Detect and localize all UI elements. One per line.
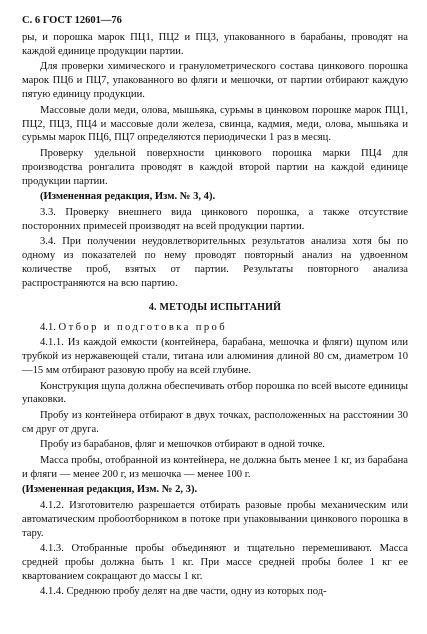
paragraph-drum-sampling: Пробу из барабанов, фляг и мешочков отбирают в одной точке. [40, 439, 325, 451]
paragraph-container-sampling: Пробу из контейнера отбирают в двух точках, расположенных на расстоянии 30 см друг от друга. [22, 409, 408, 435]
paragraph-chemical-check: Для проверки химического и гранулометрического состава цинкового порошка марок ПЦ6 и ПЦ7, упакованного во фляги и мешочки, от партии отбирают каждую пятую единицу продукции. [22, 61, 408, 101]
paragraph-mass-fractions: Массовые доли меди, олова, мышьяка, сурьмы в цинковом порошке марок ПЦ1, ПЦ2, ПЦ3, ПЦ4 и массовые доли железа, свинца, кадмия, меди, олова, мышьяка и сурьмы марок ПЦ6, ПЦ7 определяются периодически 1 раз в месяц. [22, 104, 408, 144]
amendment-note: (Измененная редакция, Изм. № 3, 4). [40, 191, 216, 203]
page-header: С. 6 ГОСТ 12601—76 [22, 15, 122, 26]
subsection-title: Отбор и подготовка проб [58, 321, 228, 333]
paragraph-continuation: ры, и порошка марок ПЦ1, ПЦ2 и ПЦ3, упакованного в барабаны, проводят на каждой единице продукции партии. [22, 31, 408, 57]
paragraph-4-1-4: 4.1.4. Среднюю пробу делят на две части, одну из которых под- [40, 586, 327, 598]
amendment-note-2: (Измененная редакция, Изм. № 2, 3). [22, 484, 198, 496]
section-title: 4. МЕТОДЫ ИСПЫТАНИЙ [148, 301, 282, 313]
paragraph-3-4: 3.4. При получении неудовлетворительных результатов анализа хотя бы по одному из показателей по нему проводят повторный анализ на удвоенном количестве проб, взятых от партии. Результаты повторного анализа распространяются на всю партию. [22, 236, 408, 289]
paragraph-probe-design: Конструкция щупа должна обеспечивать отбор порошка по всей высоте единицы упаковки. [22, 380, 408, 406]
paragraph-surface-check: Проверку удельной поверхности цинкового порошка марки ПЦ4 для производства ронгалита проводят в каждой второй партии на каждой единице продукции партии. [22, 147, 408, 187]
paragraph-sample-mass: Масса пробы, отобранной из контейнера, не должна быть менее 1 кг, из барабана и фляги — менее 200 г, из мешочка — менее 100 г. [22, 454, 408, 480]
paragraph-4-1-3: 4.1.3. Отобранные пробы объединяют и тщательно перемешивают. Масса средней пробы должна быть 1 кг. При массе средней пробы более 1 кг ее квартованием сокращают до массы 1 кг. [22, 543, 408, 582]
paragraph-4-1-1: 4.1.1. Из каждой емкости (контейнера, барабана, мешочка и фляги) щупом или трубкой из нержавеющей стали, титана или алюминия длиной 80 см, диаметром 10—15 мм отбирают разовую пробу на всей глубине. [22, 337, 408, 376]
paragraph-3-3: 3.3. Проверку внешнего вида цинкового порошка, а также отсутствие посторонних примесей производят на всей продукции партии. [22, 206, 408, 232]
subsection-heading [22, 321, 408, 335]
subsection-number: 4.1. [40, 321, 56, 333]
document-page [22, 14, 408, 601]
paragraph-4-1-2: 4.1.2. Изготовителю разрешается отбирать разовые пробы механическим или автоматическим пробоотборником в потоке при упаковывании цинкового порошка в тару. [22, 499, 408, 539]
